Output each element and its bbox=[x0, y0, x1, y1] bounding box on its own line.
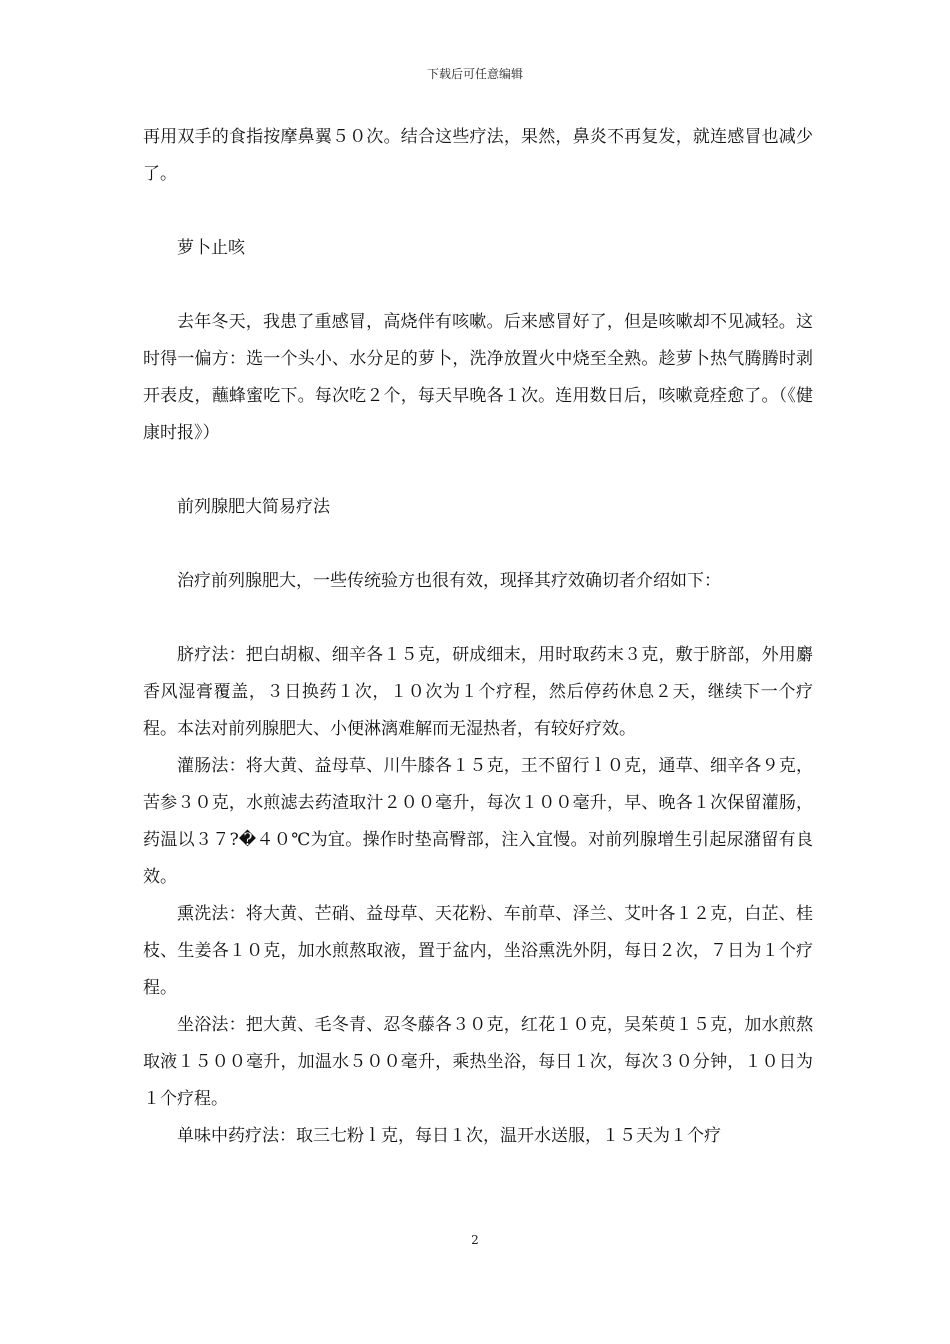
paragraph-sitz-bath-therapy: 坐浴法：把大黄、毛冬青、忍冬藤各３０克，红花１０克，吴茱萸１５克，加水煎熬取液１５００毫升，加温水５００毫升，乘热坐浴，每日１次，每次３０分钟，１０日为１个疗程。 bbox=[143, 1015, 813, 1109]
paragraph-navel-therapy: 脐疗法：把白胡椒、细辛各１５克，研成细末，用时取药末３克，敷于脐部，外用麝香风湿膏覆盖，３日换药１次，１０次为１个疗程，然后停药休息２天，继续下一个疗程。本法对前列腺肥大、小便淋漓难解而无湿热者，有较好疗效。 bbox=[143, 645, 813, 739]
section-heading-radish-cough: 萝卜止咳 bbox=[177, 238, 245, 258]
paragraph-nasal-massage: 再用双手的食指按摩鼻翼５０次。结合这些疗法，果然，鼻炎不再复发，就连感冒也减少了。 bbox=[143, 127, 813, 184]
page-number: 2 bbox=[471, 1233, 479, 1247]
paragraph-enema-therapy: 灌肠法：将大黄、益母草、川牛膝各１５克，王不留行ｌ０克，通草、细辛各９克，苦参３０克，水煎滤去药渣取汁２００毫升，每次１００毫升，早、晚各１次保留灌肠，药温以３７?�４０℃为宜。操作时垫高臀部，注入宜慢。对前列腺增生引起尿潴留有良效。 bbox=[143, 756, 813, 887]
paragraph-radish-remedy: 去年冬天，我患了重感冒，高烧伴有咳嗽。后来感冒好了，但是咳嗽却不见减轻。这时得一偏方：选一个头小、水分足的萝卜，洗净放置火中烧至全熟。趁萝卜热气腾腾时剥开表皮，蘸蜂蜜吃下。每次吃２个，每天早晚各１次。连用数日后，咳嗽竟痊愈了。（《健康时报》） bbox=[143, 312, 813, 443]
paragraph-single-herb-therapy: 单味中药疗法：取三七粉ｌ克，每日１次，温开水送服，１５天为１个疗 bbox=[177, 1126, 721, 1146]
paragraph-fumigation-therapy: 熏洗法：将大黄、芒硝、益母草、天花粉、车前草、泽兰、艾叶各１２克，白芷、桂枝、生姜各１０克，加水煎熬取液，置于盆内，坐浴熏洗外阴，每日２次，７日为１个疗程。 bbox=[143, 904, 813, 998]
paragraph-prostate-intro: 治疗前列腺肥大，一些传统验方也很有效，现择其疗效确切者介绍如下： bbox=[177, 571, 721, 591]
document-body bbox=[143, 119, 813, 1155]
page-header: 下载后可任意编辑 bbox=[426, 67, 523, 81]
section-heading-prostate: 前列腺肥大简易疗法 bbox=[177, 497, 330, 517]
